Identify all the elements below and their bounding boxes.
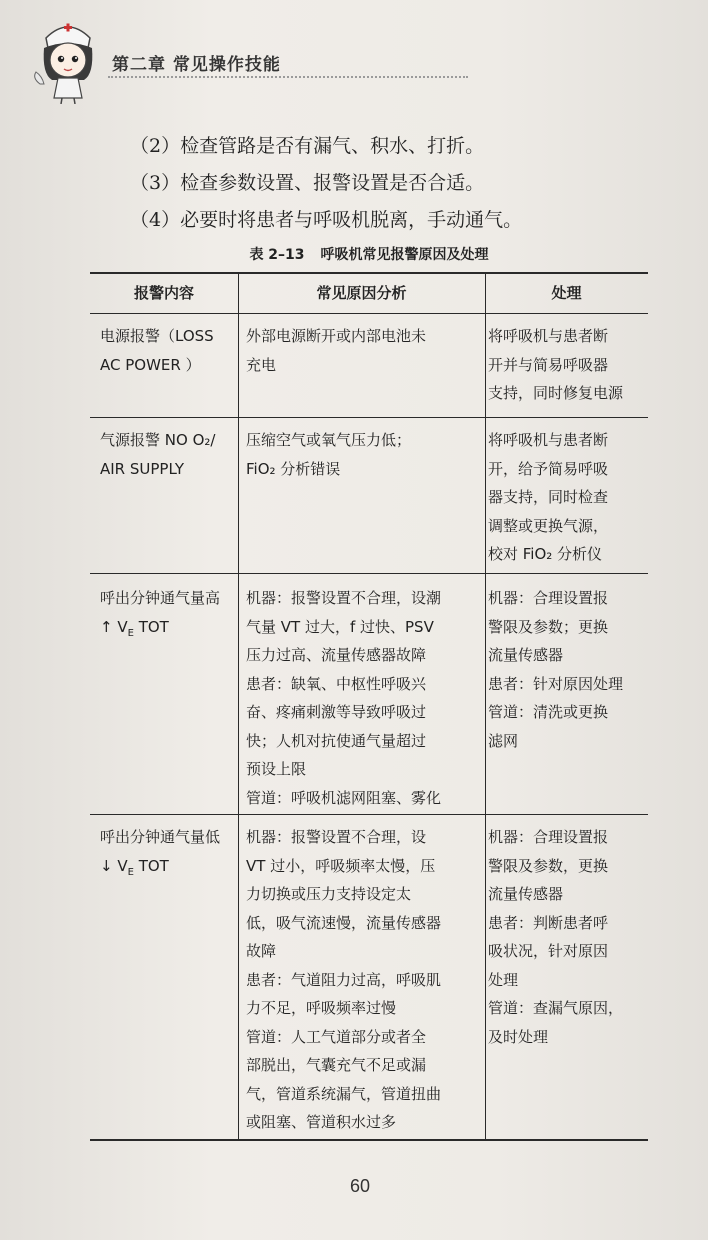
- table-row-rule: [90, 417, 648, 418]
- cause-cell: [246, 426, 482, 483]
- cell-line: 电源报警（LOSS: [100, 327, 214, 345]
- cell-line: 快；人机对抗使通气量超过: [246, 731, 427, 750]
- cell-line: 机器：报警设置不合理，设: [246, 828, 427, 846]
- cell-line: 校对 FiO₂ 分析仪: [488, 545, 603, 563]
- cell-line: 或阻塞、管道积水过多: [246, 1113, 397, 1131]
- cell-line: 机器：合理设置报: [488, 828, 609, 846]
- cell-line: 将呼吸机与患者断: [488, 431, 609, 449]
- cell-line: 患者：针对原因处理: [488, 674, 624, 693]
- cell-line: 管道：清洗或更换: [488, 703, 609, 721]
- chapter-title: 第二章 常见操作技能: [112, 55, 281, 75]
- table-row-rule: [90, 573, 648, 574]
- cell-line: 气量 VT 过大，f 过快、PSV: [246, 617, 434, 636]
- table-column-divider: [485, 273, 486, 1140]
- cell-line: 外部电源断开或内部电池未: [246, 327, 427, 345]
- cell-line: 支持，同时修复电源: [488, 384, 624, 402]
- cell-line: 故障: [246, 942, 277, 960]
- table-title: 呼吸机常见报警原因及处理: [320, 247, 489, 263]
- column-header-action: 处理: [551, 284, 582, 302]
- cell-line: 及时处理: [488, 1027, 549, 1046]
- cell-line: 预设上限: [246, 760, 307, 778]
- table-column-divider: [238, 273, 239, 1140]
- table-bottom-rule: [90, 1139, 648, 1141]
- alarm-cell: [100, 426, 234, 483]
- cell-line: FiO₂ 分析错误: [246, 459, 341, 478]
- cause-cell: [246, 322, 482, 379]
- cell-line: 管道：查漏气原因，: [488, 999, 624, 1017]
- cell-line: ↓ $V_E$ TOT: [100, 856, 169, 878]
- cell-line: 管道：呼吸机滤网阻塞、雾化: [246, 788, 442, 807]
- action-cell: [488, 823, 644, 1051]
- page-number: 60: [349, 1176, 371, 1196]
- cell-line: 流量传感器: [488, 885, 564, 903]
- cell-line: 气源报警 NO O₂/: [100, 431, 216, 449]
- step-item: （3）检查参数设置、报警设置是否合适。: [130, 172, 485, 194]
- cell-line: 滤网: [488, 731, 519, 750]
- cell-line: 管道：人工气道部分或者全: [246, 1027, 427, 1046]
- cell-line: 气，管道系统漏气，管道扭曲: [246, 1084, 442, 1103]
- cell-line: 处理: [488, 970, 519, 989]
- action-cell: [488, 584, 644, 755]
- step-item: （4）必要时将患者与呼吸机脱离，手动通气。: [130, 209, 523, 231]
- cell-line: 力切换或压力支持设定太: [246, 885, 412, 903]
- cell-line: 呼出分钟通气量高: [100, 589, 221, 607]
- cell-line: ↑ $V_E$ TOT: [100, 617, 169, 639]
- table-header-rule: [90, 313, 648, 314]
- cell-line: 流量传感器: [488, 646, 564, 664]
- cell-line: 警限及参数，更换: [488, 856, 609, 875]
- column-header-alarm: 报警内容: [133, 284, 194, 302]
- cell-line: AC POWER ）: [100, 355, 201, 374]
- action-cell: [488, 426, 644, 569]
- cell-line: AIR SUPPLY: [100, 459, 184, 478]
- cell-line: 患者：缺氧、中枢性呼吸兴: [246, 674, 427, 693]
- alarm-cell: [100, 322, 234, 379]
- action-cell: [488, 322, 644, 408]
- step-item: （2）检查管路是否有漏气、积水、打折。: [130, 135, 485, 157]
- table-number: 表 2–13: [249, 247, 305, 263]
- cell-line: 奋、疼痛刺激等导致呼吸过: [246, 703, 427, 721]
- cell-line: 警限及参数；更换: [488, 617, 609, 636]
- header-divider: [108, 76, 468, 78]
- cell-line: 压力过高、流量传感器故障: [246, 646, 427, 664]
- table-row-rule: [90, 814, 648, 815]
- cell-line: 开并与简易呼吸器: [488, 355, 609, 374]
- cell-line: 部脱出，气囊充气不足或漏: [246, 1056, 427, 1074]
- cell-line: 压缩空气或氧气压力低；: [246, 431, 412, 449]
- column-header-cause: 常见原因分析: [316, 284, 407, 302]
- cell-line: 呼出分钟通气量低: [100, 828, 221, 846]
- alarm-cell: [100, 584, 234, 648]
- cause-cell: [246, 584, 482, 812]
- cell-line: 患者：气道阻力过高，呼吸肌: [246, 970, 442, 989]
- cell-line: VT 过小，呼吸频率太慢，压: [246, 856, 436, 875]
- cell-line: 调整或更换气源，: [488, 516, 609, 535]
- cell-line: 开，给予简易呼吸: [488, 459, 609, 478]
- alarm-cell: [100, 823, 234, 887]
- nurse-mascot-icon: [28, 14, 108, 104]
- cell-line: 力不足，呼吸频率过慢: [246, 999, 397, 1017]
- cell-line: 患者：判断患者呼: [488, 913, 609, 932]
- cell-line: 将呼吸机与患者断: [488, 327, 609, 345]
- cell-line: 吸状况，针对原因: [488, 942, 609, 960]
- cell-line: 机器：合理设置报: [488, 589, 609, 607]
- table-caption: [90, 244, 648, 264]
- cause-cell: [246, 823, 482, 1137]
- cell-line: 低，吸气流速慢，流量传感器: [246, 913, 442, 932]
- cell-line: 器支持，同时检查: [488, 488, 609, 506]
- cell-line: 机器：报警设置不合理，设潮: [246, 589, 442, 607]
- cell-line: 充电: [246, 355, 277, 374]
